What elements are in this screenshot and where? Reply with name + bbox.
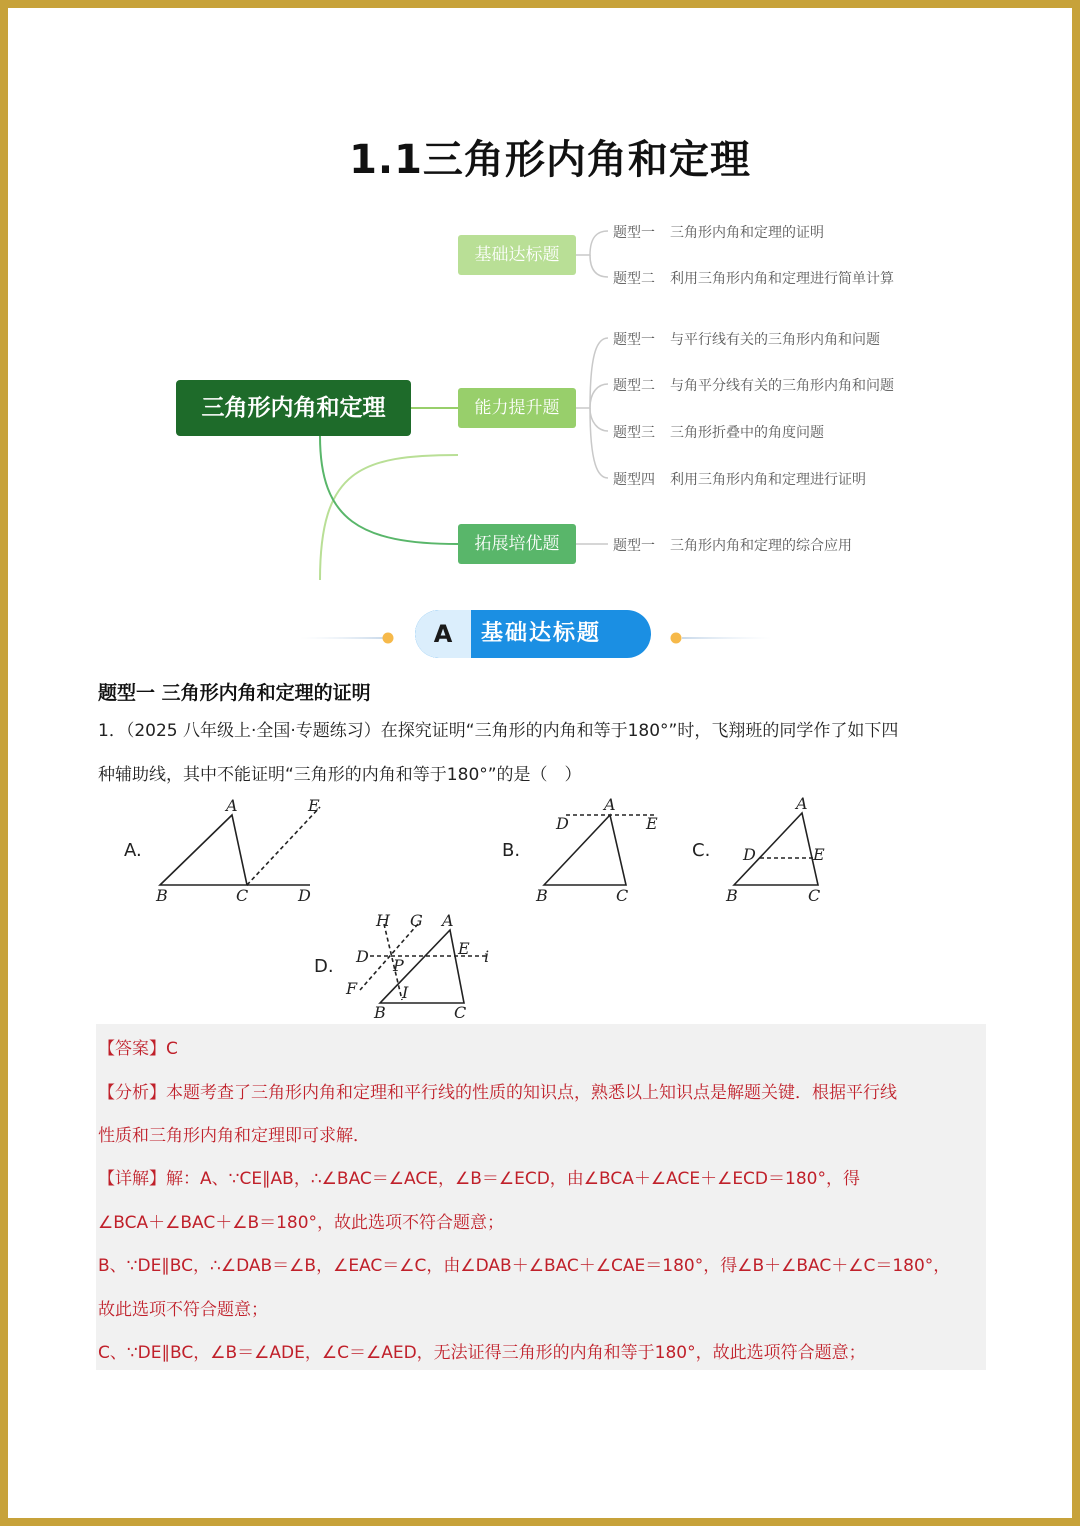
analysis-line-2: 性质和三角形内角和定理即可求解． <box>98 1126 370 1146</box>
label-d: D <box>298 886 311 905</box>
leaf-text: 三角形内角和定理的综合应用 <box>670 538 852 554</box>
label-e: E <box>458 939 470 958</box>
option-a-label: A. <box>124 840 142 861</box>
leaf-type: 题型二 <box>613 378 655 394</box>
mindmap-branch-ability: 能力提升题 <box>458 388 576 428</box>
label-h: H <box>376 911 390 930</box>
mindmap-branch-extension: 拓展培优题 <box>458 524 576 564</box>
leaf-text: 利用三角形内角和定理进行证明 <box>670 472 866 488</box>
leaf-type: 题型四 <box>613 472 655 488</box>
label-b: B <box>156 886 168 905</box>
mindmap-leaf <box>613 535 852 555</box>
label-e: E <box>646 814 658 833</box>
section-title: 基础达标题 <box>481 621 602 646</box>
label-i: I <box>402 983 409 1002</box>
detail-line-4: 故此选项不符合题意； <box>98 1300 268 1320</box>
mindmap-leaf <box>613 422 824 442</box>
leaf-text: 与平行线有关的三角形内角和问题 <box>670 332 880 348</box>
leaf-text: 三角形内角和定理的证明 <box>670 225 824 241</box>
question-text-line-2: 种辅助线，其中不能证明“三角形的内角和等于180°”的是（ ） <box>98 765 582 785</box>
detail-line-5: C、∵DE∥BC，∠B＝∠ADE，∠C＝∠AED，无法证得三角形的内角和等于180°，故此选项符合题意； <box>98 1343 866 1363</box>
leaf-type: 题型二 <box>613 271 655 287</box>
label-g: G <box>410 911 423 930</box>
leaf-text: 三角形折叠中的角度问题 <box>670 425 824 441</box>
analysis-line-1: 【分析】本题考查了三角形内角和定理和平行线的性质的知识点，熟悉以上知识点是解题关键．根据平行线 <box>98 1083 897 1103</box>
mindmap-leaf <box>613 469 866 489</box>
answer-line: 【答案】C <box>98 1039 178 1059</box>
label-e: E <box>813 845 825 864</box>
label-i-right: i <box>484 947 490 966</box>
section-banner <box>0 600 1080 670</box>
leaf-type: 题型一 <box>613 332 655 348</box>
mindmap-leaf <box>613 222 824 242</box>
connector-leaf <box>590 384 608 408</box>
leaf-type: 题型三 <box>613 425 655 441</box>
detail-line-2: ∠BCA＋∠BAC＋∠B＝180°，故此选项不符合题意； <box>98 1213 505 1233</box>
label-a: A <box>604 795 616 814</box>
leaf-text: 利用三角形内角和定理进行简单计算 <box>670 271 894 287</box>
connector-leaf <box>590 408 608 431</box>
section-pill <box>415 610 651 658</box>
label-a: A <box>226 796 238 815</box>
label-a: A <box>796 794 808 813</box>
banner-dot-right <box>671 633 682 644</box>
connector-branch-1 <box>320 455 458 580</box>
dashed-ce <box>247 807 320 885</box>
detail-line-1: 【详解】解：A、∵CE∥AB，∴∠BAC＝∠ACE，∠B＝∠ECD，由∠BCA＋∠ACE＋∠ECD＝180°，得 <box>98 1169 860 1189</box>
leaf-text: 与角平分线有关的三角形内角和问题 <box>670 378 894 394</box>
banner-dot-left <box>383 633 394 644</box>
mindmap-root: 三角形内角和定理 <box>176 380 411 436</box>
triangle-abc <box>160 815 247 885</box>
banner-line-left <box>300 637 385 639</box>
figure-option-c <box>720 793 840 905</box>
connector-leaf <box>590 408 608 478</box>
leaf-type: 题型一 <box>613 225 655 241</box>
label-c: C <box>236 886 249 905</box>
label-c: C <box>454 1003 467 1022</box>
figure-option-a <box>150 795 330 907</box>
mindmap-leaf <box>613 375 894 395</box>
option-b-label: B. <box>502 840 521 861</box>
option-d-label: D. <box>314 956 334 977</box>
mindmap-leaf <box>613 268 894 288</box>
label-d: D <box>356 947 369 966</box>
label-c: C <box>616 886 629 905</box>
figure-option-d <box>340 908 510 1024</box>
label-b: B <box>374 1003 386 1022</box>
detail-line-3: B、∵DE∥BC，∴∠DAB＝∠B，∠EAC＝∠C，由∠DAB＋∠BAC＋∠CAE＝180°，得∠B＋∠BAC＋∠C＝180°， <box>98 1256 951 1276</box>
page-title: 1.1三角形内角和定理 <box>349 137 751 183</box>
option-c-label: C. <box>692 840 711 861</box>
label-f: F <box>346 979 358 998</box>
question-text-line-1: 1．（2025 八年级上·全国·专题练习）在探究证明“三角形的内角和等于180°”时，飞翔班的同学作了如下四 <box>98 721 899 741</box>
section-letter: A <box>415 610 471 658</box>
label-b: B <box>726 886 738 905</box>
leaf-type: 题型一 <box>613 538 655 554</box>
mindmap-leaf <box>613 329 880 349</box>
question-type-heading: 题型一 三角形内角和定理的证明 <box>98 682 371 704</box>
label-d: D <box>556 814 569 833</box>
banner-line-right <box>682 637 772 639</box>
connector-leaf <box>590 255 608 277</box>
label-c: C <box>808 886 821 905</box>
figure-option-b <box>530 793 670 905</box>
mindmap-branch-basic: 基础达标题 <box>458 235 576 275</box>
label-d: D <box>743 845 756 864</box>
connector-branch-3 <box>320 436 458 544</box>
label-p: P <box>393 956 404 975</box>
connector-leaf <box>576 231 608 255</box>
label-b: B <box>536 886 548 905</box>
label-e: E <box>308 796 320 815</box>
label-a: A <box>442 911 454 930</box>
